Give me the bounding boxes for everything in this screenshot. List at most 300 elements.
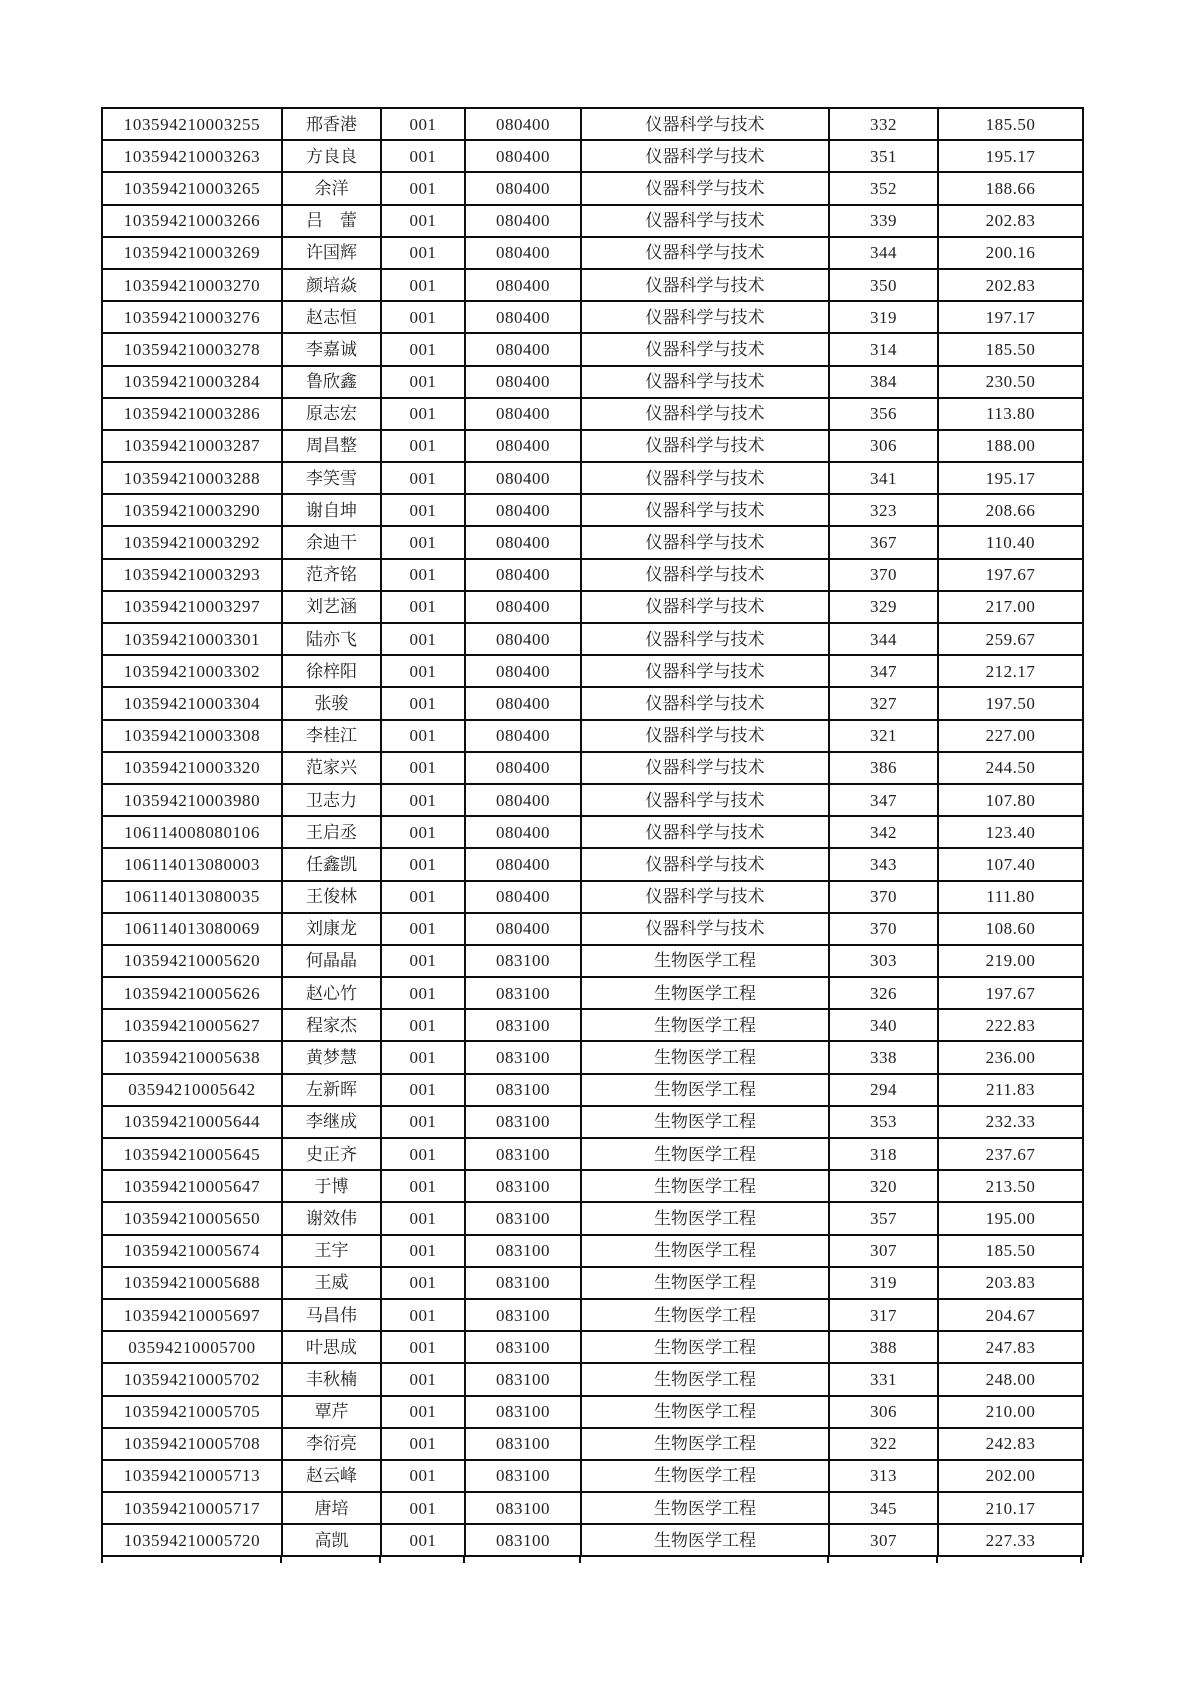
cell-major-code: 083100 — [465, 1299, 581, 1331]
cell-initial-score: 323 — [829, 494, 938, 526]
next-row-stub — [101, 1557, 1082, 1564]
cell-dept-code: 001 — [381, 1331, 465, 1363]
cell-total-score: 211.83 — [938, 1074, 1083, 1106]
table-row — [102, 1074, 1083, 1106]
cell-dept-code: 001 — [381, 1106, 465, 1138]
next-row-stub-line — [827, 1556, 829, 1563]
table-row — [102, 1428, 1083, 1460]
table-row — [102, 301, 1083, 333]
cell-dept-code: 001 — [381, 398, 465, 430]
cell-candidate-id: 103594210003266 — [102, 205, 282, 237]
table-row — [102, 752, 1083, 784]
table-row — [102, 1363, 1083, 1395]
cell-name: 左新晖 — [282, 1074, 381, 1106]
cell-name: 陆亦飞 — [282, 623, 381, 655]
cell-dept-code: 001 — [381, 494, 465, 526]
cell-name: 卫志力 — [282, 784, 381, 816]
cell-major-code: 080400 — [465, 752, 581, 784]
table-row — [102, 881, 1083, 913]
table-row — [102, 1235, 1083, 1267]
table-row — [102, 1267, 1083, 1299]
cell-total-score: 213.50 — [938, 1170, 1083, 1202]
cell-candidate-id: 103594210005697 — [102, 1299, 282, 1331]
cell-initial-score: 326 — [829, 977, 938, 1009]
cell-initial-score: 331 — [829, 1363, 938, 1395]
cell-name: 唐培 — [282, 1492, 381, 1524]
cell-candidate-id: 103594210003304 — [102, 687, 282, 719]
cell-total-score: 195.17 — [938, 462, 1083, 494]
cell-initial-score: 313 — [829, 1460, 938, 1492]
cell-major-code: 083100 — [465, 1396, 581, 1428]
cell-major-name: 生物医学工程 — [581, 1492, 829, 1524]
cell-dept-code: 001 — [381, 687, 465, 719]
cell-initial-score: 340 — [829, 1009, 938, 1041]
cell-dept-code: 001 — [381, 333, 465, 365]
cell-candidate-id: 103594210003290 — [102, 494, 282, 526]
cell-name: 李衍亮 — [282, 1428, 381, 1460]
cell-name: 史正齐 — [282, 1138, 381, 1170]
cell-initial-score: 319 — [829, 1267, 938, 1299]
cell-candidate-id: 103594210003287 — [102, 430, 282, 462]
cell-candidate-id: 103594210003308 — [102, 720, 282, 752]
cell-initial-score: 320 — [829, 1170, 938, 1202]
cell-total-score: 208.66 — [938, 494, 1083, 526]
cell-name: 何晶晶 — [282, 945, 381, 977]
cell-dept-code: 001 — [381, 301, 465, 333]
cell-initial-score: 342 — [829, 816, 938, 848]
cell-major-name: 生物医学工程 — [581, 1331, 829, 1363]
cell-name: 范齐铭 — [282, 559, 381, 591]
cell-major-name: 仪器科学与技术 — [581, 816, 829, 848]
cell-dept-code: 001 — [381, 269, 465, 301]
cell-name: 谢效伟 — [282, 1202, 381, 1234]
cell-initial-score: 329 — [829, 591, 938, 623]
cell-candidate-id: 103594210005713 — [102, 1460, 282, 1492]
cell-initial-score: 319 — [829, 301, 938, 333]
cell-major-name: 生物医学工程 — [581, 1363, 829, 1395]
cell-dept-code: 001 — [381, 1235, 465, 1267]
cell-total-score: 248.00 — [938, 1363, 1083, 1395]
cell-candidate-id: 103594210003263 — [102, 140, 282, 172]
cell-name: 刘康龙 — [282, 913, 381, 945]
cell-total-score: 217.00 — [938, 591, 1083, 623]
cell-name: 范家兴 — [282, 752, 381, 784]
score-table-body — [102, 108, 1083, 1556]
cell-total-score: 202.00 — [938, 1460, 1083, 1492]
table-row — [102, 784, 1083, 816]
cell-candidate-id: 103594210005627 — [102, 1009, 282, 1041]
table-row — [102, 1396, 1083, 1428]
cell-name: 原志宏 — [282, 398, 381, 430]
cell-name: 王启丞 — [282, 816, 381, 848]
table-row — [102, 1492, 1083, 1524]
cell-major-name: 生物医学工程 — [581, 1202, 829, 1234]
cell-initial-score: 307 — [829, 1235, 938, 1267]
cell-initial-score: 370 — [829, 913, 938, 945]
cell-dept-code: 001 — [381, 784, 465, 816]
cell-initial-score: 306 — [829, 1396, 938, 1428]
cell-major-name: 仪器科学与技术 — [581, 172, 829, 204]
cell-dept-code: 001 — [381, 1267, 465, 1299]
cell-candidate-id: 103594210003284 — [102, 366, 282, 398]
table-row — [102, 945, 1083, 977]
table-row — [102, 172, 1083, 204]
cell-total-score: 202.83 — [938, 205, 1083, 237]
cell-major-name: 仪器科学与技术 — [581, 559, 829, 591]
cell-candidate-id: 103594210005645 — [102, 1138, 282, 1170]
cell-initial-score: 344 — [829, 237, 938, 269]
cell-name: 高凯 — [282, 1524, 381, 1556]
cell-major-code: 083100 — [465, 1106, 581, 1138]
cell-dept-code: 001 — [381, 1396, 465, 1428]
cell-dept-code: 001 — [381, 591, 465, 623]
table-row — [102, 1460, 1083, 1492]
cell-total-score: 195.00 — [938, 1202, 1083, 1234]
cell-major-code: 080400 — [465, 816, 581, 848]
cell-initial-score: 339 — [829, 205, 938, 237]
cell-name: 覃芹 — [282, 1396, 381, 1428]
cell-initial-score: 386 — [829, 752, 938, 784]
score-table — [101, 107, 1084, 1557]
cell-total-score: 113.80 — [938, 398, 1083, 430]
table-row — [102, 591, 1083, 623]
cell-major-code: 080400 — [465, 687, 581, 719]
cell-dept-code: 001 — [381, 977, 465, 1009]
table-row — [102, 623, 1083, 655]
cell-major-name: 生物医学工程 — [581, 1460, 829, 1492]
cell-initial-score: 338 — [829, 1041, 938, 1073]
table-row — [102, 559, 1083, 591]
cell-candidate-id: 103594210003270 — [102, 269, 282, 301]
cell-initial-score: 357 — [829, 1202, 938, 1234]
cell-name: 徐梓阳 — [282, 655, 381, 687]
cell-name: 马昌伟 — [282, 1299, 381, 1331]
cell-major-name: 仪器科学与技术 — [581, 752, 829, 784]
cell-major-code: 080400 — [465, 784, 581, 816]
cell-name: 李笑雪 — [282, 462, 381, 494]
cell-major-name: 仪器科学与技术 — [581, 623, 829, 655]
cell-candidate-id: 106114013080003 — [102, 848, 282, 880]
cell-total-score: 185.50 — [938, 333, 1083, 365]
cell-total-score: 230.50 — [938, 366, 1083, 398]
cell-major-code: 080400 — [465, 398, 581, 430]
cell-major-name: 生物医学工程 — [581, 1041, 829, 1073]
cell-name: 李继成 — [282, 1106, 381, 1138]
table-row — [102, 655, 1083, 687]
cell-candidate-id: 103594210003980 — [102, 784, 282, 816]
cell-total-score: 197.17 — [938, 301, 1083, 333]
cell-major-code: 080400 — [465, 881, 581, 913]
cell-major-code: 080400 — [465, 591, 581, 623]
cell-dept-code: 001 — [381, 848, 465, 880]
cell-total-score: 111.80 — [938, 881, 1083, 913]
cell-name: 刘艺涵 — [282, 591, 381, 623]
table-row — [102, 1524, 1083, 1556]
cell-name: 于博 — [282, 1170, 381, 1202]
next-row-stub-line — [1080, 1556, 1082, 1563]
cell-total-score: 188.66 — [938, 172, 1083, 204]
cell-major-code: 080400 — [465, 559, 581, 591]
cell-name: 余洋 — [282, 172, 381, 204]
cell-major-code: 083100 — [465, 1524, 581, 1556]
cell-major-code: 080400 — [465, 913, 581, 945]
cell-initial-score: 317 — [829, 1299, 938, 1331]
cell-name: 颜培焱 — [282, 269, 381, 301]
cell-candidate-id: 103594210003286 — [102, 398, 282, 430]
cell-candidate-id: 106114013080035 — [102, 881, 282, 913]
cell-name: 王宇 — [282, 1235, 381, 1267]
next-row-stub-line — [936, 1556, 938, 1563]
cell-initial-score: 384 — [829, 366, 938, 398]
cell-major-code: 080400 — [465, 172, 581, 204]
cell-dept-code: 001 — [381, 430, 465, 462]
cell-major-name: 仪器科学与技术 — [581, 140, 829, 172]
cell-name: 余迪干 — [282, 526, 381, 558]
cell-total-score: 108.60 — [938, 913, 1083, 945]
cell-initial-score: 341 — [829, 462, 938, 494]
cell-name: 张骏 — [282, 687, 381, 719]
cell-major-name: 仪器科学与技术 — [581, 720, 829, 752]
table-row — [102, 1202, 1083, 1234]
cell-name: 丰秋楠 — [282, 1363, 381, 1395]
cell-name: 赵志恒 — [282, 301, 381, 333]
cell-initial-score: 343 — [829, 848, 938, 880]
cell-dept-code: 001 — [381, 1009, 465, 1041]
cell-total-score: 232.33 — [938, 1106, 1083, 1138]
table-row — [102, 398, 1083, 430]
table-row — [102, 913, 1083, 945]
cell-major-name: 仪器科学与技术 — [581, 687, 829, 719]
table-row — [102, 237, 1083, 269]
cell-major-code: 080400 — [465, 494, 581, 526]
cell-name: 赵心竹 — [282, 977, 381, 1009]
cell-dept-code: 001 — [381, 1074, 465, 1106]
table-row — [102, 720, 1083, 752]
cell-major-code: 080400 — [465, 366, 581, 398]
cell-initial-score: 345 — [829, 1492, 938, 1524]
cell-major-code: 083100 — [465, 1267, 581, 1299]
cell-dept-code: 001 — [381, 1138, 465, 1170]
cell-major-name: 仪器科学与技术 — [581, 591, 829, 623]
cell-major-code: 080400 — [465, 108, 581, 140]
table-row — [102, 526, 1083, 558]
cell-dept-code: 001 — [381, 1524, 465, 1556]
table-row — [102, 430, 1083, 462]
cell-major-name: 仪器科学与技术 — [581, 366, 829, 398]
cell-name: 王威 — [282, 1267, 381, 1299]
cell-major-code: 083100 — [465, 1202, 581, 1234]
cell-dept-code: 001 — [381, 945, 465, 977]
cell-major-name: 生物医学工程 — [581, 1267, 829, 1299]
table-row — [102, 1009, 1083, 1041]
table-row — [102, 1299, 1083, 1331]
cell-major-code: 083100 — [465, 1041, 581, 1073]
cell-name: 王俊林 — [282, 881, 381, 913]
cell-major-name: 仪器科学与技术 — [581, 237, 829, 269]
cell-major-code: 080400 — [465, 462, 581, 494]
cell-dept-code: 001 — [381, 237, 465, 269]
cell-major-code: 080400 — [465, 655, 581, 687]
cell-total-score: 236.00 — [938, 1041, 1083, 1073]
cell-dept-code: 001 — [381, 720, 465, 752]
cell-major-code: 080400 — [465, 237, 581, 269]
cell-major-name: 仪器科学与技术 — [581, 655, 829, 687]
cell-major-name: 仪器科学与技术 — [581, 108, 829, 140]
cell-name: 邢香港 — [282, 108, 381, 140]
cell-initial-score: 370 — [829, 559, 938, 591]
cell-total-score: 259.67 — [938, 623, 1083, 655]
cell-candidate-id: 03594210005700 — [102, 1331, 282, 1363]
cell-major-code: 080400 — [465, 333, 581, 365]
cell-name: 黄梦慧 — [282, 1041, 381, 1073]
cell-dept-code: 001 — [381, 752, 465, 784]
cell-candidate-id: 103594210003302 — [102, 655, 282, 687]
cell-major-code: 080400 — [465, 140, 581, 172]
cell-candidate-id: 103594210005638 — [102, 1041, 282, 1073]
cell-initial-score: 388 — [829, 1331, 938, 1363]
cell-name: 程家杰 — [282, 1009, 381, 1041]
next-row-stub-line — [579, 1556, 581, 1563]
cell-name: 谢自坤 — [282, 494, 381, 526]
cell-initial-score: 344 — [829, 623, 938, 655]
table-row — [102, 848, 1083, 880]
table-row — [102, 366, 1083, 398]
cell-candidate-id: 103594210003301 — [102, 623, 282, 655]
cell-initial-score: 303 — [829, 945, 938, 977]
cell-major-name: 生物医学工程 — [581, 1170, 829, 1202]
next-row-stub-line — [280, 1556, 282, 1563]
cell-major-code: 083100 — [465, 1235, 581, 1267]
cell-initial-score: 322 — [829, 1428, 938, 1460]
cell-total-score: 244.50 — [938, 752, 1083, 784]
cell-total-score: 197.50 — [938, 687, 1083, 719]
table-row — [102, 816, 1083, 848]
table-row — [102, 494, 1083, 526]
cell-major-name: 生物医学工程 — [581, 1009, 829, 1041]
cell-major-name: 仪器科学与技术 — [581, 494, 829, 526]
cell-initial-score: 370 — [829, 881, 938, 913]
cell-name: 李桂江 — [282, 720, 381, 752]
cell-dept-code: 001 — [381, 881, 465, 913]
cell-name: 鲁欣鑫 — [282, 366, 381, 398]
cell-total-score: 227.00 — [938, 720, 1083, 752]
cell-major-name: 生物医学工程 — [581, 1524, 829, 1556]
cell-total-score: 222.83 — [938, 1009, 1083, 1041]
table-row — [102, 1138, 1083, 1170]
next-row-stub-line — [379, 1556, 381, 1563]
cell-candidate-id: 103594210003293 — [102, 559, 282, 591]
cell-dept-code: 001 — [381, 140, 465, 172]
cell-candidate-id: 103594210005626 — [102, 977, 282, 1009]
table-row — [102, 205, 1083, 237]
table-row — [102, 977, 1083, 1009]
cell-total-score: 219.00 — [938, 945, 1083, 977]
cell-initial-score: 306 — [829, 430, 938, 462]
cell-total-score: 185.50 — [938, 108, 1083, 140]
cell-major-name: 仪器科学与技术 — [581, 301, 829, 333]
cell-dept-code: 001 — [381, 1170, 465, 1202]
cell-initial-score: 347 — [829, 655, 938, 687]
cell-name: 许国辉 — [282, 237, 381, 269]
table-row — [102, 1331, 1083, 1363]
cell-major-code: 080400 — [465, 301, 581, 333]
cell-major-code: 083100 — [465, 1138, 581, 1170]
next-row-stub-line — [463, 1556, 465, 1563]
cell-total-score: 197.67 — [938, 977, 1083, 1009]
table-row — [102, 462, 1083, 494]
cell-candidate-id: 103594210005688 — [102, 1267, 282, 1299]
cell-major-name: 仪器科学与技术 — [581, 881, 829, 913]
cell-candidate-id: 103594210005708 — [102, 1428, 282, 1460]
cell-major-code: 083100 — [465, 1170, 581, 1202]
cell-candidate-id: 103594210003297 — [102, 591, 282, 623]
cell-major-code: 083100 — [465, 1074, 581, 1106]
cell-major-name: 仪器科学与技术 — [581, 784, 829, 816]
cell-candidate-id: 103594210003292 — [102, 526, 282, 558]
cell-major-code: 080400 — [465, 623, 581, 655]
cell-total-score: 210.00 — [938, 1396, 1083, 1428]
cell-initial-score: 318 — [829, 1138, 938, 1170]
cell-initial-score: 347 — [829, 784, 938, 816]
cell-total-score: 204.67 — [938, 1299, 1083, 1331]
cell-major-name: 生物医学工程 — [581, 945, 829, 977]
cell-dept-code: 001 — [381, 655, 465, 687]
cell-major-code: 083100 — [465, 977, 581, 1009]
cell-major-code: 083100 — [465, 1492, 581, 1524]
next-row-stub-line — [101, 1556, 103, 1563]
cell-initial-score: 314 — [829, 333, 938, 365]
cell-total-score: 242.83 — [938, 1428, 1083, 1460]
cell-name: 任鑫凯 — [282, 848, 381, 880]
cell-name: 李嘉诚 — [282, 333, 381, 365]
cell-major-name: 仪器科学与技术 — [581, 205, 829, 237]
cell-major-name: 生物医学工程 — [581, 1138, 829, 1170]
cell-major-name: 生物医学工程 — [581, 1106, 829, 1138]
cell-major-name: 生物医学工程 — [581, 1299, 829, 1331]
cell-candidate-id: 103594210005702 — [102, 1363, 282, 1395]
table-row — [102, 333, 1083, 365]
cell-candidate-id: 103594210003255 — [102, 108, 282, 140]
table-row — [102, 269, 1083, 301]
cell-total-score: 212.17 — [938, 655, 1083, 687]
cell-major-code: 083100 — [465, 1331, 581, 1363]
cell-dept-code: 001 — [381, 172, 465, 204]
cell-name: 叶思成 — [282, 1331, 381, 1363]
cell-initial-score: 350 — [829, 269, 938, 301]
cell-major-code: 083100 — [465, 1009, 581, 1041]
cell-dept-code: 001 — [381, 108, 465, 140]
cell-initial-score: 321 — [829, 720, 938, 752]
cell-major-code: 080400 — [465, 848, 581, 880]
cell-total-score: 107.80 — [938, 784, 1083, 816]
cell-candidate-id: 03594210005642 — [102, 1074, 282, 1106]
cell-major-name: 生物医学工程 — [581, 1074, 829, 1106]
cell-dept-code: 001 — [381, 623, 465, 655]
cell-candidate-id: 103594210005620 — [102, 945, 282, 977]
cell-dept-code: 001 — [381, 462, 465, 494]
cell-candidate-id: 103594210003288 — [102, 462, 282, 494]
cell-total-score: 202.83 — [938, 269, 1083, 301]
cell-initial-score: 307 — [829, 1524, 938, 1556]
cell-candidate-id: 103594210003320 — [102, 752, 282, 784]
cell-major-code: 080400 — [465, 526, 581, 558]
cell-name: 周昌整 — [282, 430, 381, 462]
cell-dept-code: 001 — [381, 816, 465, 848]
cell-major-name: 生物医学工程 — [581, 1396, 829, 1428]
cell-name: 吕 蕾 — [282, 205, 381, 237]
cell-candidate-id: 103594210005647 — [102, 1170, 282, 1202]
cell-total-score: 237.67 — [938, 1138, 1083, 1170]
